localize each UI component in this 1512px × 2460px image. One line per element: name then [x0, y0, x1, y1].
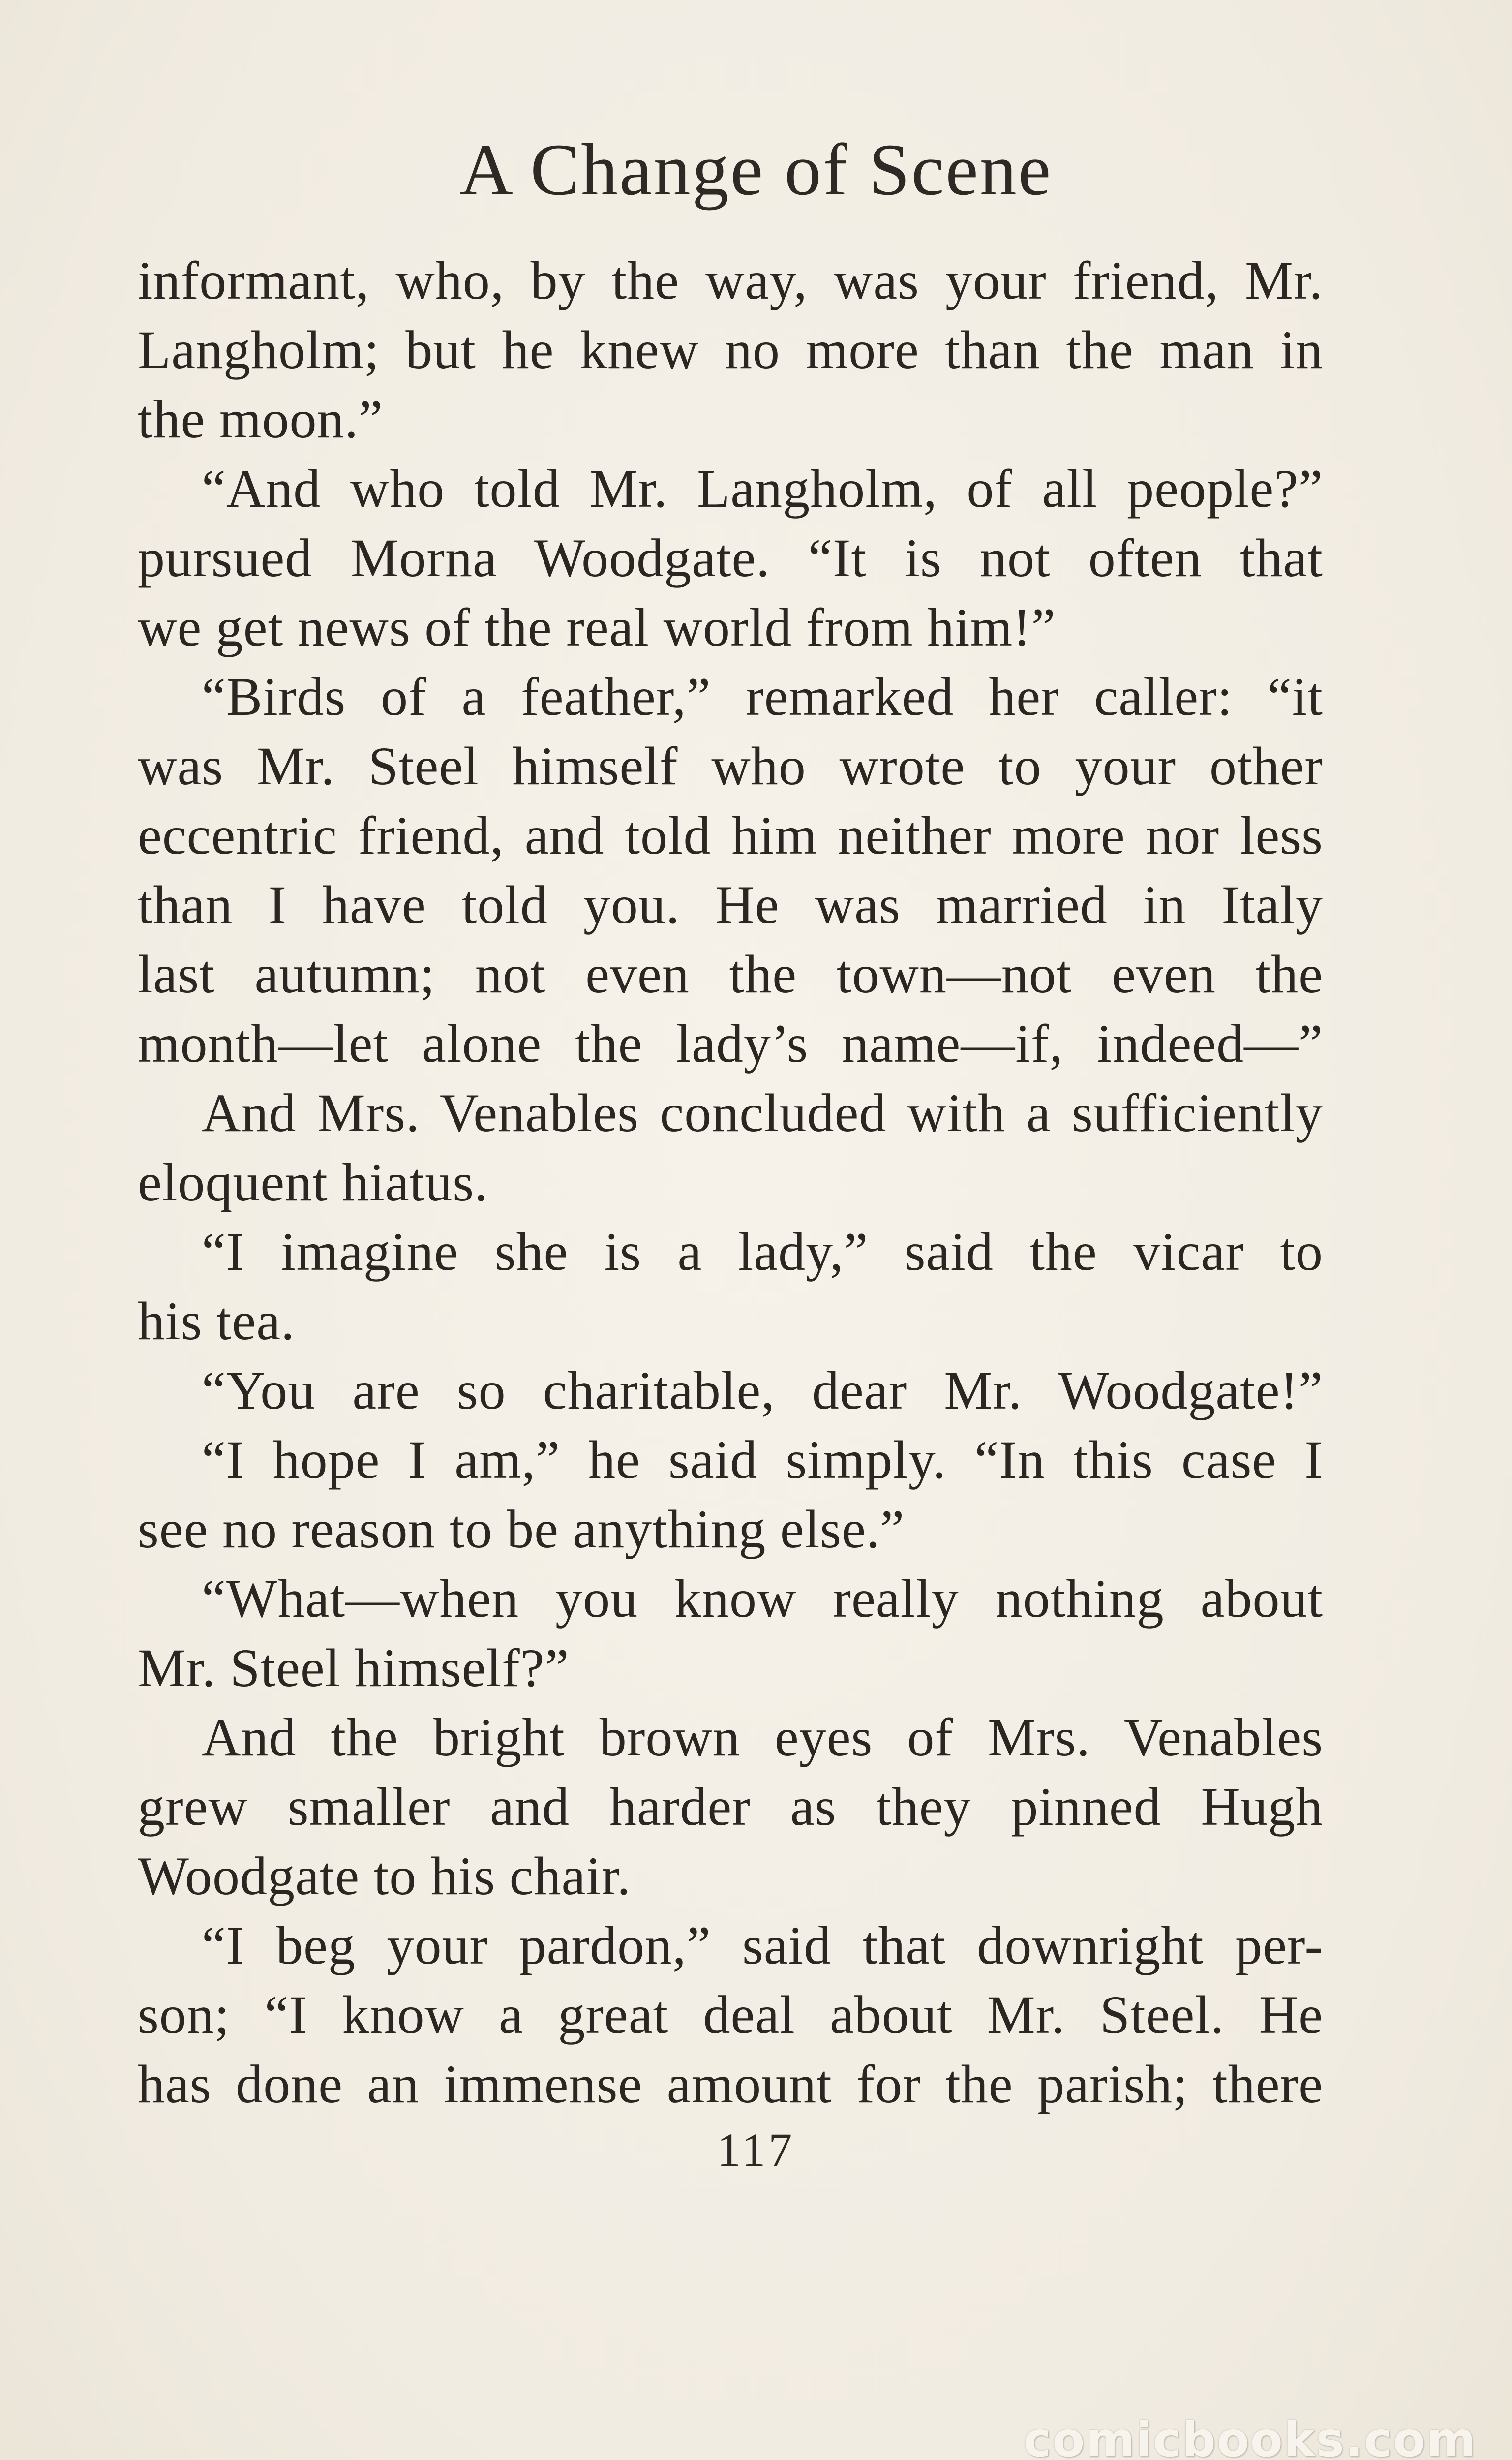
watermark: comicbooks.com	[1023, 2412, 1477, 2460]
text-line: eloquent hiatus.	[138, 1152, 488, 1212]
text-line: last autumn; not even the town—not even the	[138, 944, 1323, 1004]
text-line: “I hope I am,” he said simply. “In this case I	[202, 1430, 1323, 1490]
text-line: has done an immense amount for the parish; there	[138, 2054, 1323, 2114]
text-line: see no reason to be anything else.”	[138, 1499, 905, 1559]
text-line: informant, who, by the way, was your friend, Mr.	[138, 250, 1323, 310]
body-text	[138, 246, 1323, 2119]
text-line: the moon.”	[138, 389, 383, 449]
text-line: than I have told you. He was married in Italy	[138, 875, 1323, 935]
text-line: Woodgate to his chair.	[138, 1846, 631, 1906]
running-title: A Change of Scene	[459, 129, 1053, 211]
text-line: grew smaller and harder as they pinned Hugh	[138, 1777, 1323, 1837]
text-line: pursued Morna Woodgate. “It is not often that	[138, 528, 1323, 588]
text-line: son; “I know a great deal about Mr. Steel. He	[138, 1985, 1323, 2045]
text-line: “And who told Mr. Langholm, of all people?”	[202, 459, 1323, 519]
text-line: “I beg your pardon,” said that downright per-	[202, 1915, 1323, 1975]
text-line: his tea.	[138, 1291, 295, 1351]
text-line: “What—when you know really nothing about	[202, 1568, 1323, 1629]
text-line: Langholm; but he knew no more than the man in	[138, 320, 1323, 380]
text-line: Mr. Steel himself?”	[138, 1638, 570, 1698]
text-line: And Mrs. Venables concluded with a sufficiently	[202, 1083, 1323, 1143]
text-line: we get news of the real world from him!”	[138, 597, 1056, 657]
text-line: was Mr. Steel himself who wrote to your other	[138, 736, 1323, 796]
text-line: And the bright brown eyes of Mrs. Venables	[202, 1707, 1323, 1767]
text-line: eccentric friend, and told him neither more nor less	[138, 805, 1323, 865]
text-line: “Birds of a feather,” remarked her caller: “it	[202, 667, 1323, 727]
text-line: “You are so charitable, dear Mr. Woodgate!”	[202, 1360, 1323, 1420]
page-number: 117	[717, 2123, 795, 2176]
text-line: month—let alone the lady’s name—if, indeed—”	[138, 1014, 1323, 1074]
text-line: “I imagine she is a lady,” said the vicar to	[202, 1222, 1323, 1282]
